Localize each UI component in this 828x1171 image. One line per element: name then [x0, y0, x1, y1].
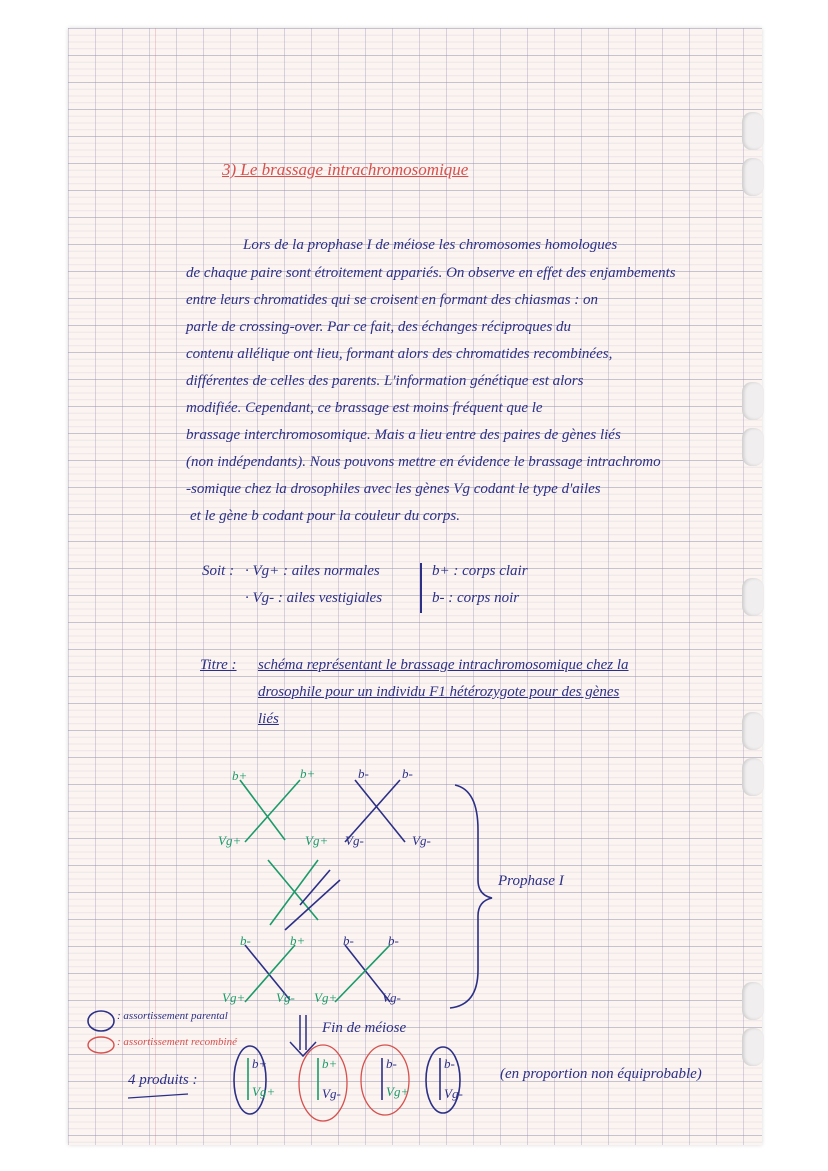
chromatid-line [300, 870, 330, 905]
paragraph-line: modifiée. Cependant, ce brassage est moins fréquent que le [186, 400, 543, 416]
parental-circle-icon [88, 1011, 114, 1031]
allele-label: Vg+ [305, 833, 329, 848]
paragraph-line: -somique chez la drosophiles avec les gènes Vg codant le type d'ailes [186, 481, 601, 497]
products-label: 4 produits : [128, 1072, 198, 1088]
figure-title-line: drosophile pour un individu F1 hétérozygote pour des gènes [258, 684, 620, 700]
paragraph-line: parle de crossing-over. Par ce fait, des échanges réciproques du [186, 319, 572, 335]
allele-b-minus: b- : corps noir [432, 590, 520, 606]
legend-parental: : assortissement parental [117, 1010, 228, 1022]
allele-vg-plus: · Vg+ : ailes normales [245, 563, 380, 579]
product-allele: Vg+ [252, 1084, 276, 1099]
paragraph-line: contenu allélique ont lieu, formant alors des chromatides recombinées, [186, 346, 613, 362]
allele-label: b- [358, 766, 369, 781]
recombined-circle-icon [88, 1037, 114, 1053]
section-title: 3) Le brassage intrachromosomique [222, 160, 469, 179]
paragraph-line: (non indépendants). Nous pouvons mettre en évidence le brassage intrachromo [186, 454, 661, 470]
figure-title-line: liés [258, 711, 279, 727]
product-allele: Vg- [444, 1086, 463, 1101]
paragraph-line: brassage interchromosomique. Mais a lieu entre des paires de gènes liés [186, 427, 621, 443]
paragraph-line: différentes de celles des parents. L'information génétique est alors [186, 373, 584, 389]
allele-label: b+ [290, 933, 306, 948]
allele-label: Vg- [276, 990, 295, 1005]
prophase-label: Prophase I [498, 873, 564, 889]
chromatid-line [285, 880, 340, 930]
proportion-note: (en proportion non équiprobable) [500, 1066, 702, 1082]
allele-label: b- [402, 766, 413, 781]
paragraph-line: et le gène b codant pour la couleur du corps. [190, 508, 460, 524]
allele-label: Vg- [345, 833, 364, 848]
allele-label: b+ [232, 768, 248, 783]
phase-brace [450, 785, 492, 1008]
paragraph-line: de chaque paire sont étroitement appariés. On observe en effet des enjambements [186, 265, 676, 281]
paragraph-line: Lors de la prophase I de méiose les chromosomes homologues [243, 237, 618, 253]
product-allele: Vg+ [386, 1084, 410, 1099]
end-of-meiosis-label: Fin de méiose [322, 1020, 407, 1036]
allele-label: b+ [300, 766, 316, 781]
figure-title-line: schéma représentant le brassage intrachromosomique chez la [258, 657, 629, 673]
chromatid-line [240, 780, 285, 840]
allele-label: b- [240, 933, 251, 948]
underline [128, 1094, 188, 1098]
figure-title-label: Titre : [200, 657, 237, 673]
allele-label: Vg- [382, 990, 401, 1005]
legend-recombined: : assortissement recombiné [117, 1036, 237, 1048]
allele-label: Vg- [412, 833, 431, 848]
product-allele: b+ [252, 1056, 268, 1071]
allele-label: b- [343, 933, 354, 948]
soit-label: Soit : [202, 563, 235, 579]
product-oval-recombined [361, 1045, 409, 1115]
allele-label: Vg+ [218, 833, 242, 848]
product-oval-parental [426, 1047, 460, 1113]
allele-label: Vg+ [222, 990, 246, 1005]
chromatid-line [245, 780, 300, 842]
paragraph-line: entre leurs chromatides qui se croisent en formant des chiasmas : on [186, 292, 599, 308]
allele-vg-minus: · Vg- : ailes vestigiales [245, 590, 383, 606]
product-allele: b- [444, 1056, 455, 1071]
product-allele: b- [386, 1056, 397, 1071]
allele-label: b- [388, 933, 399, 948]
allele-b-plus: b+ : corps clair [432, 563, 528, 579]
product-allele: Vg- [322, 1086, 341, 1101]
allele-label: Vg+ [314, 990, 338, 1005]
product-allele: b+ [322, 1056, 338, 1071]
